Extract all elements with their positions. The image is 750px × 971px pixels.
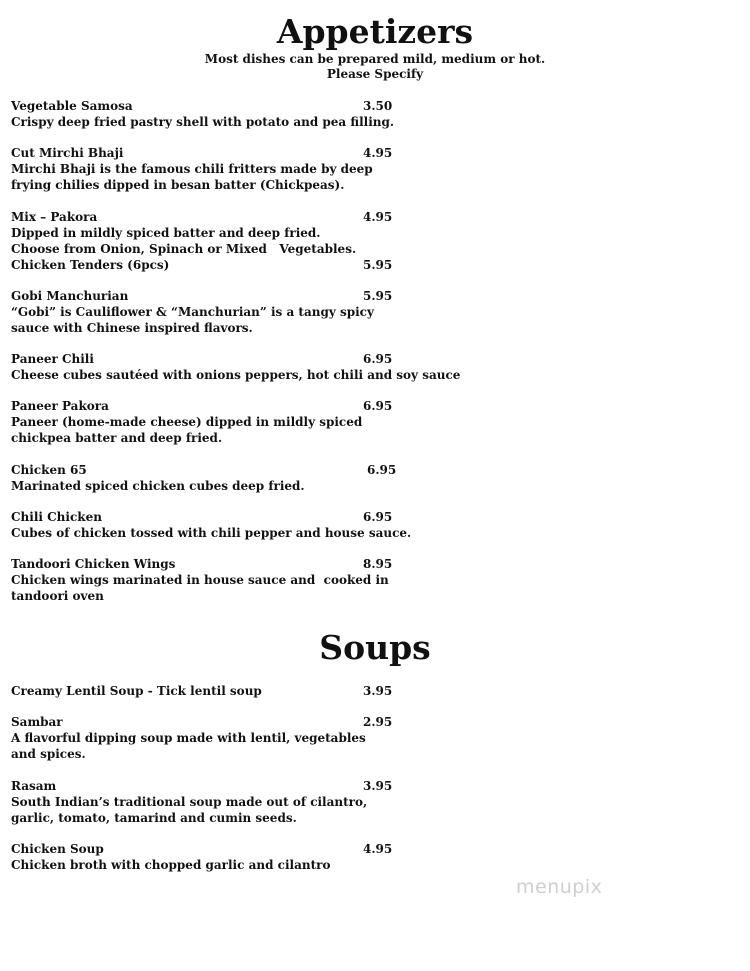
menupix-watermark: menupix [516,876,603,898]
item-price: 6.95 [367,463,397,477]
item-price: 4.95 [363,210,393,224]
menu-item-chili-chicken [11,509,441,541]
item-price: 5.95 [363,258,393,272]
menu-item-creamy-lentil-soup [11,683,441,699]
item-description: chickpea batter and deep fried. [11,431,223,445]
item-name: Mix – Pakora [11,210,98,224]
menu-item-paneer-pakora [11,398,441,446]
item-price: 4.95 [363,842,393,856]
item-name: Chicken Soup [11,842,104,856]
menu-item-tandoori-chicken-wings [11,556,441,604]
item-price: 6.95 [363,352,393,366]
item-description: “Gobi” is Cauliflower & “Manchurian” is a tangy spicy [11,305,374,319]
item-description: Crispy deep fried pastry shell with potato and pea filling. [11,115,395,129]
menu-item-sambar [11,714,441,762]
menu-item-mix-pakora [11,209,441,273]
menu-item-rasam [11,778,441,826]
item-description: tandoori oven [11,589,104,603]
item-price: 8.95 [363,557,393,571]
item-description: and spices. [11,747,86,761]
menu-item-paneer-chili [11,351,461,383]
menu-item-cut-mirchi-bhaji [11,145,441,193]
item-description: Mirchi Bhaji is the famous chili fritters made by deep [11,162,373,176]
item-name-chicken-tenders: Chicken Tenders (6pcs) [11,258,170,272]
item-description: Dipped in mildly spiced batter and deep fried. [11,226,321,240]
menu-item-chicken-soup [11,841,441,873]
item-price: 3.95 [363,684,393,698]
item-price: 6.95 [363,510,393,524]
item-name: Paneer Pakora [11,399,109,413]
item-description: Choose from Onion, Spinach or Mixed Vegetables. [11,242,357,256]
spice-note-specify: Please Specify [326,67,424,81]
menu-item-vegetable-samosa [11,98,441,130]
item-description: sauce with Chinese inspired flavors. [11,321,253,335]
item-name: Chicken 65 [11,463,87,477]
item-description: frying chilies dipped in besan batter (Chickpeas). [11,178,345,192]
item-name: Gobi Manchurian [11,289,129,303]
item-name: Sambar [11,715,63,729]
item-name: Tandoori Chicken Wings [11,557,176,571]
item-description: Chicken broth with chopped garlic and cilantro [11,858,331,872]
menu-item-chicken-65 [11,462,441,494]
soups-title: Soups [319,628,431,667]
item-name: Cut Mirchi Bhaji [11,146,124,160]
item-description: garlic, tomato, tamarind and cumin seeds. [11,811,297,825]
spice-note: Most dishes can be prepared mild, medium or hot. [204,52,546,66]
item-description: Marinated spiced chicken cubes deep fried. [11,479,305,493]
item-price: 2.95 [363,715,393,729]
item-description: A flavorful dipping soup made with lentil, vegetables [11,731,366,745]
item-name: Creamy Lentil Soup - Tick lentil soup [11,684,262,698]
item-price: 6.95 [363,399,393,413]
item-name: Paneer Chili [11,352,94,366]
item-price: 3.50 [363,99,393,113]
item-description: Cheese cubes sautéed with onions peppers, hot chili and soy sauce [11,368,461,382]
item-name: Rasam [11,779,57,793]
item-price: 3.95 [363,779,393,793]
item-description: Cubes of chicken tossed with chili pepper and house sauce. [11,526,412,540]
menu-item-gobi-manchurian [11,288,441,336]
item-price: 5.95 [363,289,393,303]
item-name: Chili Chicken [11,510,102,524]
item-description: Chicken wings marinated in house sauce and cooked in [11,573,389,587]
item-description: Paneer (home-made cheese) dipped in mildly spiced [11,415,363,429]
item-description: South Indian’s traditional soup made out of cilantro, [11,795,368,809]
item-price: 4.95 [363,146,393,160]
appetizers-title: Appetizers [276,12,474,51]
item-name: Vegetable Samosa [11,99,133,113]
